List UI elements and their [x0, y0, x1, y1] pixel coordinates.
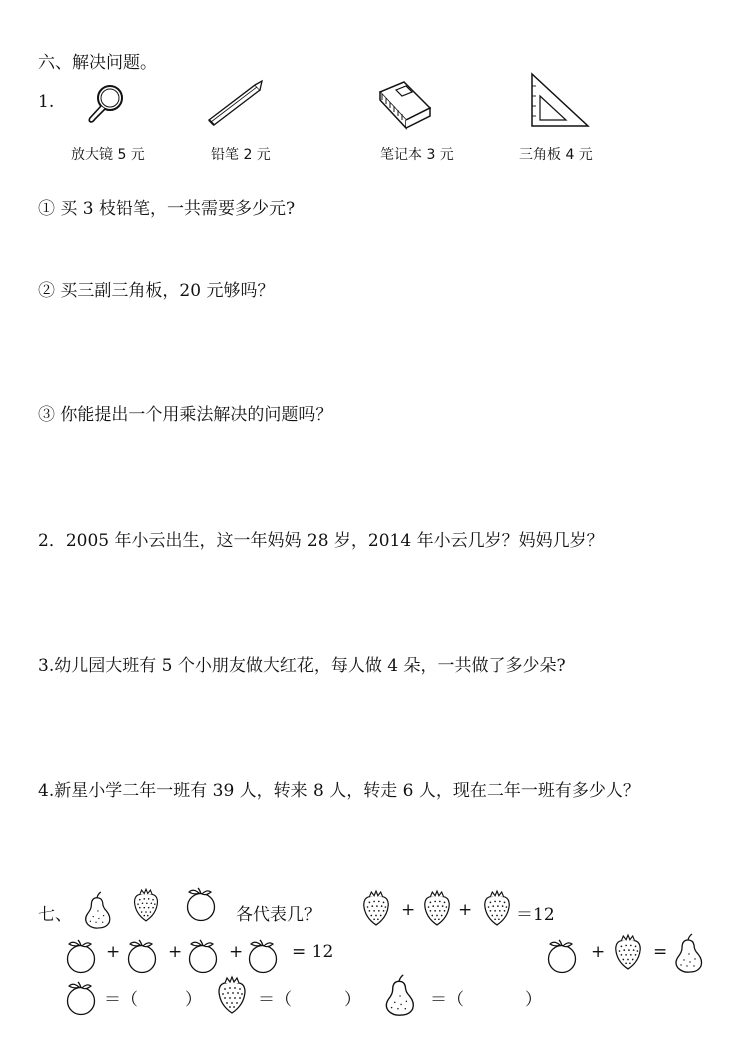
question-2: 2．2005 年小云出生，这一年妈妈 28 岁，2014 年小云几岁？妈妈几岁？ [38, 531, 604, 551]
orange-icon [125, 938, 159, 974]
sub-question-3: ③ 你能提出一个用乘法解决的问题吗？ [38, 405, 333, 425]
equals-sign: = [653, 942, 668, 962]
magnifier-icon [82, 82, 130, 124]
plus-sign: + [168, 942, 183, 962]
strawberry-icon [421, 888, 453, 928]
section7-prefix: 七、 [38, 905, 72, 925]
orange-icon [184, 886, 218, 922]
equation-2-result: = 12 [292, 942, 334, 962]
answer-strawberry-open: ＝（ [258, 990, 292, 1010]
pear-icon [380, 972, 418, 1018]
orange-icon [186, 938, 220, 974]
answer-pear-open: ＝（ [430, 990, 464, 1010]
equation-1-result: ＝12 [516, 905, 555, 925]
strawberry-icon [612, 932, 644, 972]
pencil-icon [205, 80, 265, 128]
answer-strawberry-close: ） [344, 990, 361, 1010]
notebook-icon [374, 78, 434, 132]
strawberry-icon [215, 974, 249, 1016]
orange-icon [246, 938, 280, 974]
orange-icon [64, 980, 98, 1016]
item-label-notebook: 笔记本 3 元 [380, 147, 454, 163]
q1-number: 1. [38, 92, 55, 112]
section6-heading: 六、解决问题。 [38, 53, 157, 73]
plus-sign: + [229, 942, 244, 962]
section7-question: 各代表几？ [236, 905, 321, 925]
strawberry-icon [481, 888, 513, 928]
item-label-magnifier: 放大镜 5 元 [71, 147, 145, 163]
item-label-set-square: 三角板 4 元 [519, 147, 593, 163]
plus-sign: + [591, 942, 606, 962]
strawberry-icon [360, 888, 392, 928]
answer-orange-open: ＝（ [104, 990, 138, 1010]
plus-sign: + [401, 900, 416, 920]
pear-icon [80, 890, 114, 930]
sub-question-2: ② 买三副三角板，20 元够吗？ [38, 281, 275, 301]
question-4: 4.新星小学二年一班有 39 人，转来 8 人，转走 6 人，现在二年一班有多少人？ [38, 781, 640, 801]
plus-sign: + [458, 900, 473, 920]
sub-question-1: ① 买 3 枝铅笔，一共需要多少元? [38, 199, 296, 219]
orange-icon [545, 938, 579, 974]
strawberry-icon [131, 887, 161, 923]
plus-sign: + [106, 942, 121, 962]
pear-icon [670, 932, 706, 974]
question-3: 3.幼儿园大班有 5 个小朋友做大红花，每人做 4 朵，一共做了多少朵? [38, 656, 566, 676]
answer-pear-close: ） [525, 990, 542, 1010]
set-square-icon [526, 72, 592, 128]
orange-icon [64, 938, 98, 974]
item-label-pencil: 铅笔 2 元 [211, 147, 271, 163]
answer-orange-close: ） [185, 990, 202, 1010]
